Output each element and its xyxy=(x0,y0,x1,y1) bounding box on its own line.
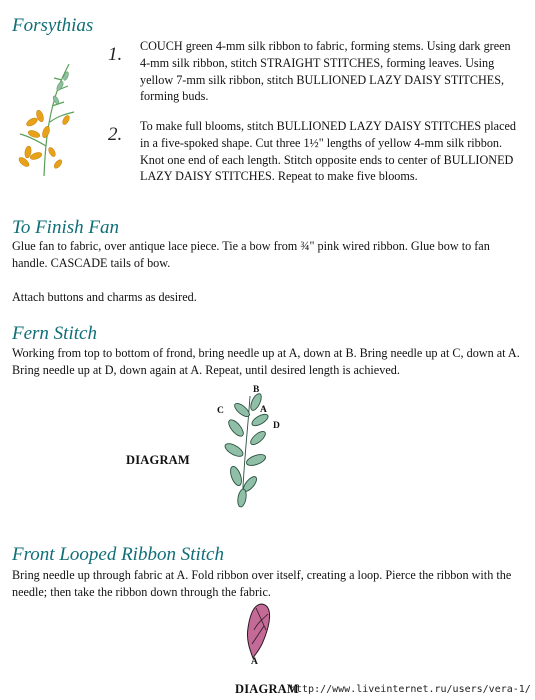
fern-point-a: A xyxy=(260,405,267,415)
fern-diagram-label: DIAGRAM xyxy=(126,453,190,467)
step-2-text: To make full blooms, stitch BULLIONED LAZY DAISY STITCHES placed in a five-spoked shape. Cut three 1½" lengths of yellow 4-mm silk ribbon. Knot one end of each length. Stitch opposite ends to center of BULLIONED LAZY DAISY STITCHES. Repeat to make five blooms. xyxy=(140,119,517,184)
finish-fan-attach-text: Attach buttons and charms as desired. xyxy=(12,290,197,304)
fern-point-b: B xyxy=(253,385,260,395)
looped-diagram-label: DIAGRAM xyxy=(235,682,299,696)
fern-stitch-diagram xyxy=(214,388,284,510)
front-looped-diagram xyxy=(240,600,280,660)
finish-fan-text: Glue fan to fabric, over antique lace piece. Tie a bow from ¾" pink wired ribbon. Glue bow to fan handle. CASCADE tails of bow. xyxy=(12,239,490,271)
step-1-number: 1. xyxy=(108,44,123,65)
step-2-number: 2. xyxy=(108,124,123,145)
forsythia-illustration xyxy=(14,56,80,180)
looped-point-a: A xyxy=(251,657,258,667)
forsythias-heading: Forsythias xyxy=(12,15,94,36)
fern-point-c: C xyxy=(217,406,224,416)
fern-stitch-text: Working from top to bottom of frond, bring needle up at A, down at B. Bring needle up at C, down at A. Bring needle up at D, down again at A. Repeat, until desired length is achieved. xyxy=(12,346,520,378)
fern-point-d: D xyxy=(273,421,280,431)
watermark-url: http://www.liveinternet.ru/users/vera-1/ xyxy=(290,684,531,695)
step-1-text: COUCH green 4-mm silk ribbon to fabric, forming stems. Using dark green 4-mm silk ribbon, stitch STRAIGHT STITCHES, forming leaves. Using yellow 7-mm silk ribbon, stitch BULLIONED LAZY DAISY STITCHES, forming buds. xyxy=(140,39,511,104)
finish-fan-heading: To Finish Fan xyxy=(12,217,119,238)
front-looped-text: Bring needle up through fabric at A. Fold ribbon over itself, creating a loop. Pierce the ribbon with the needle; then take the ribbon down through the fabric. xyxy=(12,568,512,600)
fern-stitch-heading: Fern Stitch xyxy=(12,323,97,344)
front-looped-heading: Front Looped Ribbon Stitch xyxy=(12,544,224,565)
